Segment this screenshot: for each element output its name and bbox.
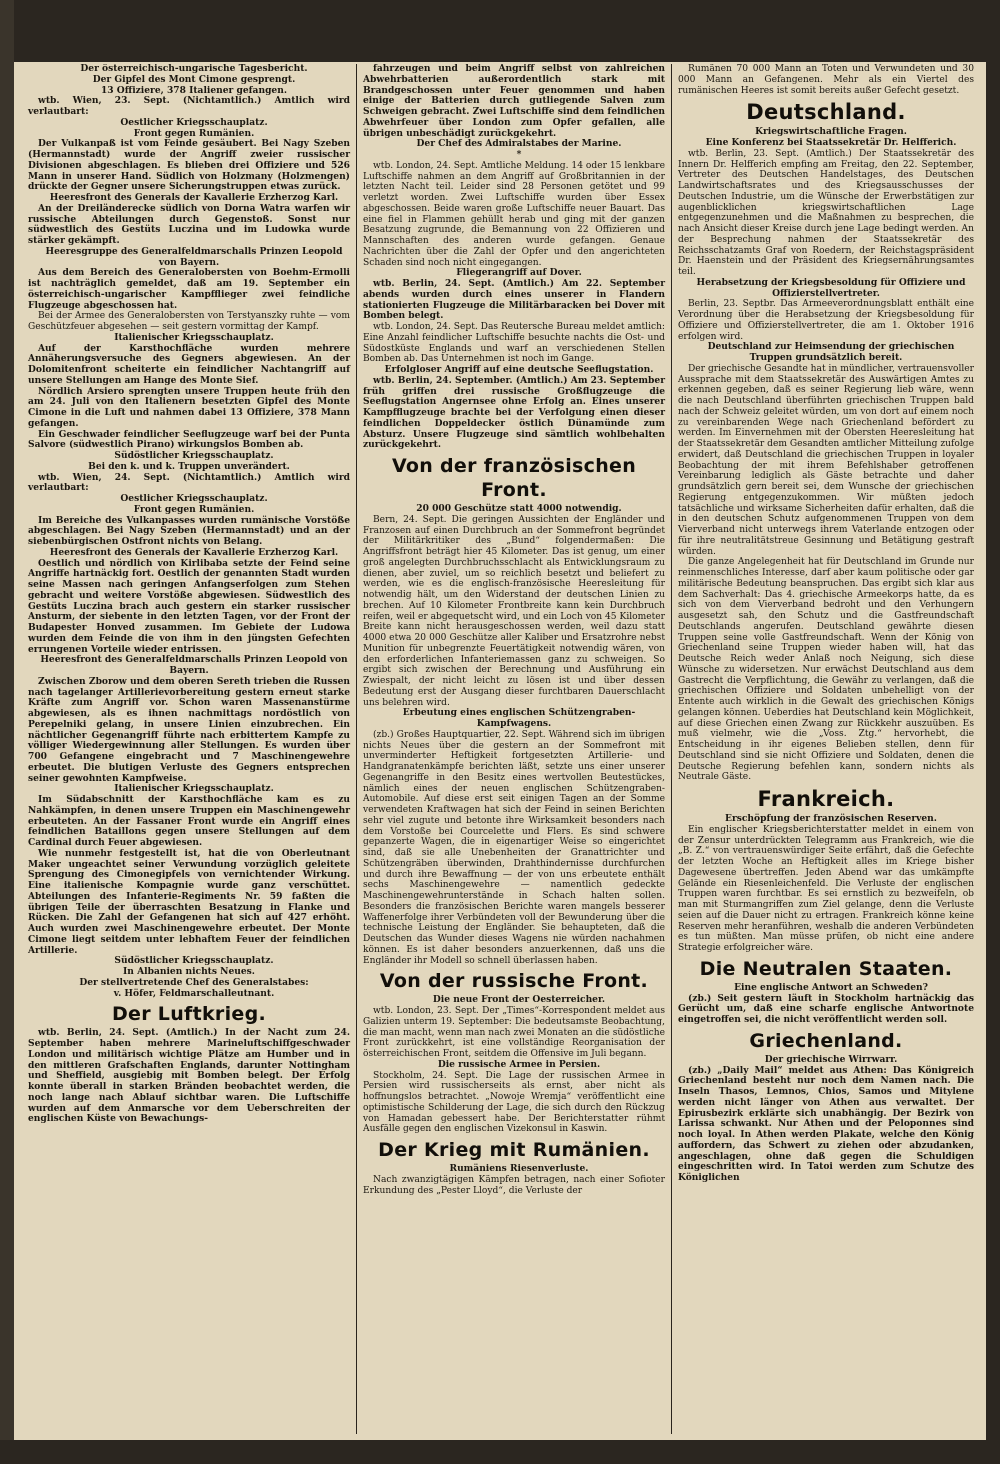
article-paragraph: wtb. Wien, 23. Sept. (Nichtamtlich.) Amtlich wird verlautbart:: [28, 95, 350, 117]
section-subtitle: Oestlicher Kriegsschauplatz.: [120, 493, 268, 504]
article-paragraph: Im Südabschnitt der Karsthochfläche kam es zu Nahkämpfen, in denen unsere Truppen ein Maschinengewehr erbeuteten. An der Fassaner Front wurde ein Angriff eines feindlichen Bataillons gegen unsere Stellungen auf dem Cardinal durch Feuer abgewiesen.: [28, 794, 350, 848]
article-paragraph: wtb. London, 24. Sept. Das Reutersche Bureau meldet amtlich: Eine Anzahl feindlicher Luftschiffe besuchte nachts die Ost- und Südostküste Englands und warf an verschiedenen Stellen Bomben ab. Das Unternehmen ist noch im Gange.: [363, 322, 665, 365]
article-paragraph: An der Dreiländerecke südlich von Dorna Watra warfen wir russische Abteilungen durch Gegenstoß. Sonst nur südwestlich des Gestüts Luczina und im Ludowka wurde stärker gekämpft.: [28, 202, 350, 246]
article-paragraph: wtb. Berlin, 24. Sept. (Amtlich.) Am 22. September abends wurden durch eines unserer in Flandern stationierten Flugzeuge die Militärbaracken bei Dover mit Bomben belegt.: [363, 278, 665, 322]
section-subtitle: Der griechische Wirrwarr.: [764, 1053, 898, 1065]
section-subtitle: Oestlicher Kriegsschauplatz.: [120, 116, 268, 128]
article-paragraph: Wie nunmehr festgestellt ist, hat die von Oberleutnant Maker ungeachtet seiner Verwundung vorzüglich geleitete Sprengung des Cimonegipfels von vernichtender Wirkung. Eine italienische Kompagnie wurde ganz verschüttet. Abteilungen des Infanterie-Regiments Nr. 59 faßten die übrigen Teile der überraschten Besatzung in Flanke und Rücken. Die Zahl der Gefangenen hat sich auf 427 erhöht. Auch wurden zwei Maschinengewehre erbeutet. Der Monte Cimone liegt seitdem unter lebhaftem Feuer der feindlichen Artillerie.: [28, 847, 350, 956]
section-subtitle: Rumäniens Riesenverluste.: [449, 1163, 589, 1174]
section-subtitle: Fliegerangriff auf Dover.: [456, 267, 582, 279]
section-subtitle: Der Gipfel des Mont Cimone gesprengt.: [92, 73, 296, 85]
article-paragraph: Bei der Armee des Generalobersten von Terstyanszky ruhte — vom Geschützfeuer abgesehen — seit gestern vormittag der Kampf.: [28, 311, 350, 332]
signature: Der stellvertretende Chef des Generalstabes:: [79, 976, 309, 988]
scan-border-left: [0, 0, 14, 1464]
separator-star: *: [516, 149, 522, 160]
headline-franzoesische-front: Von der französischen Front.: [391, 455, 637, 501]
scan-border-bottom: [0, 1440, 1000, 1464]
article-paragraph: Nach zwanzigtägigen Kämpfen betragen, nach einer Sofioter Erkundung des „Pester Lloyd“, die Verluste der: [363, 1174, 665, 1196]
article-paragraph: (zb.) „Daily Mail“ meldet aus Athen: Das Königreich Griechenland besteht nur noch dem Namen nach. Die Inseln Thasos, Lemnos, Chios, Samos und Mitylene werden nicht länger von Athen aus verwaltet. Der Epirusbezirk erklärte sich unabhängig. Der Bezirk von Larissa schwankt. Nur Athen und der Peloponnes sind noch loyal. In Athen werden Plakate, welche den König auffordern, das Schwert zu ziehen oder abzudanken, angeschlagen, ohne daß gegen die Schuldigen eingeschritten wird. In Tatoi werden zum Schutze des Königlichen: [678, 1064, 974, 1183]
article-paragraph: wtb. London, 23. Sept. Der „Times“-Korrespondent meldet aus Galizien unterm 19. September: Die bedeutsamste Beobachtung, die man macht, wenn man nach zwei Monaten an die südöstliche Front zurückkehrt, ist eine vollständige Reorganisation der österreichischen Front, seitdem die Offensive im Juli begann.: [363, 1006, 665, 1059]
article-paragraph: wtb. Berlin, 23. Sept. (Amtlich.) Der Staatssekretär des Innern Dr. Helfferich empfing am Freitag, den 22. September, Vertreter des Deutschen Handelstages, des Deutschen Landwirtschaftsrates und des Kriegsausschusses der Deutschen Industrie, um die Wünsche der Erwerbstätigen zur augenblicklichen kriegswirtschaftlichen Lage entgegenzunehmen und die Maßnahmen zu besprechen, die nach Ansicht dieser Kreise durch jene Lage bedingt werden. An der Besprechung nahmen der Staatssekretär des Reichsschatzamts Graf von Roedern, der Reichstagspräsident Dr. Haenstein und der Präsident des Kriegsernährungsamtes teil.: [678, 148, 974, 277]
section-subtitle: Italienischer Kriegsschauplatz.: [114, 331, 274, 343]
section-subtitle: 20 000 Geschütze statt 4000 notwendig.: [416, 503, 622, 514]
section-subtitle: Heeresgruppe des Generalfeldmarschalls Prinzen Leopold von Bayern.: [45, 245, 343, 268]
section-subtitle: Der österreichisch-ungarische Tagesbericht.: [80, 64, 308, 74]
section-subtitle: Deutschland zur Heimsendung der griechischen Truppen grundsätzlich bereit.: [707, 341, 955, 363]
article-paragraph: Auf der Karsthochfläche wurden mehrere Annäherungsversuche des Gegners abgewiesen. An der Dolomitenfront scheiterte ein feindlicher Nachtangriff auf unsere Stellungen am Hange des Monte Sief.: [28, 342, 350, 386]
article-paragraph: Der griechische Gesandte hat in mündlicher, vertrauensvoller Aussprache mit dem Staatssekretär des Auswärtigen Amtes zu erkennen gegeben, daß es seiner Regierung lieb wäre, wenn die nach Deutschland überführten griechischen Truppen bald nach der Schweiz geleitet würden, um von dort auf einem noch zu vereinbarenden Wege nach Griechenland befördert zu werden. Im Einvernehmen mit der Obersten Heeresleitung hat der Staatssekretär dem Gesandten amtlicher Mitteilung zufolge erwidert, daß Deutschland die griechischen Truppen in loyaler Beobachtung der mit ihrem Befehlshaber getroffenen Vereinbarung lediglich als Gäste betrachte und daher grundsätzlich gern bereit sei, dem Wunsche der griechischen Regierung entgegenzukommen. Wir müßten jedoch tatsächliche und wirksame Sicherheiten dafür erhalten, daß die in den deutschen Schutz aufgenommenen Truppen von dem Vierverband nicht unterwegs ihrem Vaterlande entzogen oder für ihre neutralitätstreue Gesinnung und Betätigung gestraft würden.: [678, 363, 974, 557]
article-paragraph: Nördlich Arsiero sprengten unsere Truppen heute früh den am 24. Juli von den Italienern besetzten Gipfel des Monte Cimone in die Luft und nahmen dabei 13 Offiziere, 378 Mann gefangen.: [28, 385, 350, 429]
section-subtitle: 13 Offiziere, 378 Italiener gefangen.: [100, 84, 287, 96]
section-subtitle: Herabsetzung der Kriegsbesoldung für Offiziere und Offizierstellvertreter.: [696, 276, 966, 299]
article-paragraph: Aus dem Bereich des Generalobersten von Boehm-Ermolli ist nachträglich gemeldet, daß am 19. September ein österreichisch-ungarischer Kampfflieger zwei feindliche Flugzeuge abgeschossen hat.: [28, 267, 350, 311]
signature: v. Höfer, Feldmarschalleutnant.: [113, 987, 275, 999]
article-paragraph: Stockholm, 24. Sept. Die Lage der russischen Armee in Persien wird russischerseits als ernst, aber nicht als hoffnungslos betrachtet. „Nowoje Wremja“ veröffentlicht eine optimistische Schilderung der Lage, die sich durch den Rückzug von Hamadan gebessert habe. Der Berichterstatter rühmt Ausfälle gegen den englischen Vizekonsul in Kaswin.: [363, 1070, 665, 1135]
headline-griechenland: Griechenland.: [749, 1029, 903, 1052]
section-subtitle: Front gegen Rumänien.: [133, 503, 255, 515]
article-paragraph: In Albanien nichts Neues.: [123, 966, 255, 977]
section-subtitle: Eine englische Antwort an Schweden?: [734, 981, 928, 993]
article-paragraph: Rumänen 70 000 Mann an Toten und Verwundeten und 30 000 Mann an Gefangenen. Mehr als ein Viertel des rumänischen Heeres ist somit bereits außer Gefecht gesetzt.: [678, 64, 974, 96]
article-paragraph: wtb. London, 24. Sept. Amtliche Meldung. 14 oder 15 lenkbare Luftschiffe nahmen an dem Angriff auf Großbritannien in der letzten Nacht teil. Leider sind 28 Personen getötet und 99 verletzt worden. Zwei Luftschiffe wurden über Essex abgeschossen. Beide waren große Luftschiffe neuer Bauart. Das eine fiel in Flammen gehüllt herab und ging mit der ganzen Besatzung zugrunde, die Bemannung von 22 Offizieren und Mannschaften des anderen wurde gefangen. Genaue Nachrichten über die Zahl der Opfer und den angerichteten Schaden sind noch nicht eingegangen.: [363, 160, 665, 268]
headline-krieg-rumaenien: Der Krieg mit Rumänien.: [378, 1139, 650, 1161]
headline-deutschland: Deutschland.: [746, 100, 906, 125]
signature: Der Chef des Admiralstabes der Marine.: [416, 138, 622, 150]
section-subtitle: Erfolgloser Angriff auf eine deutsche Seeflugstation.: [384, 364, 654, 375]
article-paragraph: Im Bereiche des Vulkanpasses wurden rumänische Vorstöße abgeschlagen. Bei Nagy Szeben (Hermannstadt) und an der siebenbürgischen Ostfront nichts von Belang.: [28, 514, 350, 547]
section-subtitle: Front gegen Rumänien.: [133, 127, 255, 139]
newspaper-page: [22, 64, 980, 1434]
article-paragraph: Oestlich und nördlich von Kirlibaba setzte der Feind seine Angriffe hartnäckig fort. Oestlich der genannten Stadt wurden seine Massen nach geringen Anfangserfolgen zum Stehen gebracht und weitere Vorstöße abgewiesen. Südwestlich des Gestüts Luczina brach auch gestern ein starker russischer Ansturm, der siebente in den letzten Tagen, vor der Front der Budapester Honved zusammen. Im Gebiete der Ludowa wurden dem Feinde die von ihm in den jüngsten Gefechten errungenen Vorteile wieder entrissen.: [28, 557, 350, 655]
section-subtitle: Heeresfront des Generalfeldmarschalls Prinzen Leopold von Bayern.: [40, 654, 348, 676]
section-subtitle: Südöstlicher Kriegsschauplatz.: [114, 450, 274, 461]
section-subtitle: Heeresfront des Generals der Kavallerie Erzherzog Karl.: [49, 546, 339, 558]
column-3: [672, 64, 980, 1434]
scan-border-right: [986, 0, 1000, 1464]
section-subtitle: Heeresfront des Generals der Kavallerie Erzherzog Karl.: [49, 192, 339, 203]
section-subtitle: Südöstlicher Kriegsschauplatz.: [114, 955, 274, 967]
section-subtitle: Italienischer Kriegsschauplatz.: [114, 783, 274, 795]
section-subtitle: Die neue Front der Oesterreicher.: [432, 994, 606, 1006]
article-paragraph: (zb.) Seit gestern läuft in Stockholm hartnäckig das Gerücht um, daß eine scharfe englische Antwortnote eingetroffen sei, die nicht veröffentlicht werden soll.: [678, 992, 974, 1025]
section-subtitle: Kriegswirtschaftliche Fragen.: [755, 126, 907, 138]
article-paragraph: Berlin, 23. Septbr. Das Armeeverordnungsblatt enthält eine Verordnung über die Herabsetzung der Kriegsbesoldung für Offiziere und Offizierstellvertreter, die am 1. Oktober 1916 erfolgen wird.: [678, 299, 974, 342]
article-paragraph: wtb. Wien, 24. Sept. (Nichtamtlich.) Amtlich wird verlautbart:: [28, 471, 350, 494]
headline-russische-front: Von der russische Front.: [379, 970, 649, 993]
article-paragraph: Bern, 24. Sept. Die geringen Aussichten der Engländer und Franzosen auf einen Durchbruch an der Sommefront begründet der Militärkritiker des „Bund“ folgendermaßen: Die Angriffsfront beträgt hier 45 Kilometer. Das ist genug, um einer groß angelegten Durchbruchsschlacht als Entwicklungsraum zu dienen, aber zuviel, um so reichlich besetzt und beliefert zu werden, wie es die englisch-französische Heeresleitung für notwendig hält, um den Widerstand der deutschen Linien zu brechen. Auf 10 Kilometer Frontbreite kann kein Durchbruch reifen, weil er abgequetscht wird, und ein Loch von 45 Kilometer Breite kann nicht herausgeschossen werden, weil dazu statt 4000 etwa 20 000 Geschütze aller Kaliber und Ersatzrohre nebst Munition für unbegrenzte Feuertätigkeit notwendig wären, von den erforderlichen Infanteriemassen ganz zu schweigen. So ergibt sich zwischen der Berechnung und Ausführung ein Zwiespalt, der nicht leicht zu lösen ist und über dessen Bedeutung erst der Ausgang dieser furchtbaren Dauerschlacht uns belehren wird.: [363, 514, 665, 708]
article-paragraph: Die ganze Angelegenheit hat für Deutschland im Grunde nur reinmenschliches Interesse, darf aber kaum politische oder gar militärische Bedeutung beanspruchen. Das ergibt sich klar aus dem Sachverhalt: Das 4. griechische Armeekorps hatte, da es sich von dem Vierverband bedroht und den Verhungern ausgesetzt sah, den Schutz und die Gastfreundschaft Deutschlands angerufen. Deutschland gewährte diesen Truppen seine volle Gastfreundschaft. Wenn der König von Griechenland seine Truppen wieder haben will, hat das Deutsche Reich weder Anlaß noch Neigung, sich diese Wünsche zu widersetzen. Nur erwächst Deutschland aus dem Gastrecht die Verpflichtung, die Gewähr zu verlangen, daß die griechischen Offiziere und Soldaten unbehelligt von der Entente auch wirklich in die Gewalt des griechischen Königs gelangen können. Ueberdies hat Deutschland kein Möglichkeit, auf diese Griechen einen Zwang zur Rückkehr auszuüben. Es muß vielmehr, wie die „Voss. Ztg.“ hervorhebt, die Entscheidung in ihr eigenes Belieben stellen, denn für Deutschland sind sie nicht Offiziere und Soldaten, denen die Deutsche Regierung befehlen kann, sondern nichts als Neutrale Gäste.: [678, 557, 974, 783]
headline-frankreich: Frankreich.: [757, 787, 895, 811]
column-2: [356, 64, 672, 1434]
section-subtitle: Erbeutung eines englischen Schützengraben-Kampfwagens.: [402, 707, 636, 729]
headline-luftkrieg: Der Luftkrieg.: [111, 1003, 267, 1026]
article-paragraph: wtb. Berlin, 24. September. (Amtlich.) Am 23. September früh griffen drei russische Großflugzeuge die Seeflugstation Angernsee ohne Erfolg an. Eines unserer Kampfflugzeuge brachte bei der Verfolgung einen dieser feindlichen Doppeldecker östlich Dünamünde zum Absturz. Unsere Flugzeuge sind sämtlich wohlbehalten zurückgekehrt.: [363, 374, 665, 451]
section-subtitle: Erschöpfung der französischen Reserven.: [725, 813, 937, 824]
section-subtitle: Die russische Armee in Persien.: [437, 1058, 601, 1070]
article-paragraph: Der Vulkanpaß ist vom Feinde gesäubert. Bei Nagy Szeben (Hermannstadt) wurde der Angriff zweier russischer Divisionen abgeschlagen. Es blieben drei Offiziere und 526 Mann in unserer Hand. Südlich von Holzmany (Holzmengen) drückte der Gegner unsere Sicherungstruppen etwas zurück.: [28, 138, 350, 193]
article-paragraph: Bei den k. und k. Truppen unverändert.: [88, 460, 290, 472]
article-paragraph: fahrzeugen und beim Angriff selbst von zahlreichen Abwehrbatterien außerordentlich stark mit Brandgeschossen unter Feuer genommen und haben einige der Batterien durch gutliegende Salven zum Schweigen gebracht. Zwei Luftschiffe sind dem feindlichen Abwehrfeuer über London zum Opfer gefallen, alle übrigen unbeschädigt zurückgekehrt.: [363, 64, 665, 139]
column-1: [22, 64, 356, 1434]
article-paragraph: Ein Geschwader feindlicher Seeflugzeuge warf bei der Punta Salvore (südwestlich Pirano) wirkungslos Bomben ab.: [28, 428, 350, 451]
headline-neutrale-staaten: Die Neutralen Staaten.: [699, 957, 953, 980]
article-paragraph: wtb. Berlin, 24. Sept. (Amtlich.) In der Nacht zum 24. September haben mehrere Marineluftschiffgeschwader London und militärisch wichtige Plätze am Humber und in den mittleren Grafschaften Englands, darunter Nottingham und Sheffield, ausgiebig mit Bomben belegt. Der Erfolg konnte überall in starken Bränden beobachtet werden, die noch lange nach Ablauf sichtbar waren. Die Luftschiffe wurden auf dem Anmarsche vor dem Ueberschreiten der englischen Küste von Bewachungs-: [28, 1027, 350, 1125]
article-paragraph: Ein englischer Kriegsberichterstatter meldet in einem von der Zensur unterdrückten Telegramm aus Frankreich, wie die „B. Z.“ von vertrauenswürdiger Seite erfährt, daß die Gefechte der letzten Woche an Heftigkeit alles im Kriege bisher Dagewesene übertreffen. Jeden Abend war das umkämpfte Gelände ein Riesenleichenfeld. Die Verluste der englischen Truppen waren furchtbar. Es sei ernstlich zu bezweifeln, ob man mit Sturmangriffen zum Ziel gelange, denn die Verluste seien auf die Dauer nicht zu ertragen. Frankreich könne keine Reserven mehr heranführen, weshalb die anderen Verbündeten es tun müßten. Man müsse prüfen, ob nicht eine andere Strategie erfolgreicher wäre.: [678, 824, 974, 953]
article-paragraph: (zb.) Großes Hauptquartier, 22. Sept. Während sich im übrigen nichts Neues über die gestern an der Sommefront mit unverminderter Heftigkeit fortgesetzten Artillerie- und Handgranatenkämpfe berichten läßt, setzte uns einer unserer Gegenangriffe in den Besitz eines wertvollen Beutestückes, nämlich eines der neuen englischen Schützengraben-Automobile. Auf diese erst seit einigen Tagen an der Somme verwendeten Kraftwagen hat sich der Feind in seinen Berichten sehr viel zugute und betonte ihre Wirksamkeit besonders nach dem Vorstoße bei Courcelette und Flers. Es sind schwere gepanzerte Wagen, die in eigenartiger Weise so eingerichtet sind, daß sie alle Unebenheiten der Granattrichter und Schützengräben überwinden, Drahthindernisse durchfurchen und durch ihre Bewaffnung — der von uns erbeutete enthält sechs Maschinengewehre — namentlich gedeckte Maschinengewehrunterstände in Schach halten sollen. Besonders die französischen Berichte waren mangels besserer Waffenerfolge ihrer Verbündeten voll der Bewunderung über die technische Leistung der Engländer. Sie behaupteten, daß die Deutschen das Wunder dieses Wagens nie würden nachahmen können. Es ist daher besonders anzuerkennen, daß uns die Engländer ihr Modell so schnell überlassen haben.: [363, 729, 665, 966]
scan-border-top: [0, 0, 1000, 62]
article-paragraph: Zwischen Zborow und dem oberen Sereth trieben die Russen nach tagelanger Artillerievorbereitung gestern erneut starke Kräfte zum Angriff vor. Schon waren Massenanstürme abgewiesen, als es ihnen nachmittags nordöstlich von Perepelniki gelang, in unsere Linien einzubrechen. Ein nächtlicher Gegenangriff führte nach erbittertem Kampfe zu völliger Wiedergewinnung aller Stellungen. Es wurden über 700 Gefangene eingebracht und 7 Maschinengewehre erbeutet. Die blutigen Verluste des Gegners entsprechen seiner gewohnten Kampfweise.: [28, 675, 350, 784]
section-subtitle: Eine Konferenz bei Staatssekretär Dr. Helfferich.: [705, 137, 957, 148]
